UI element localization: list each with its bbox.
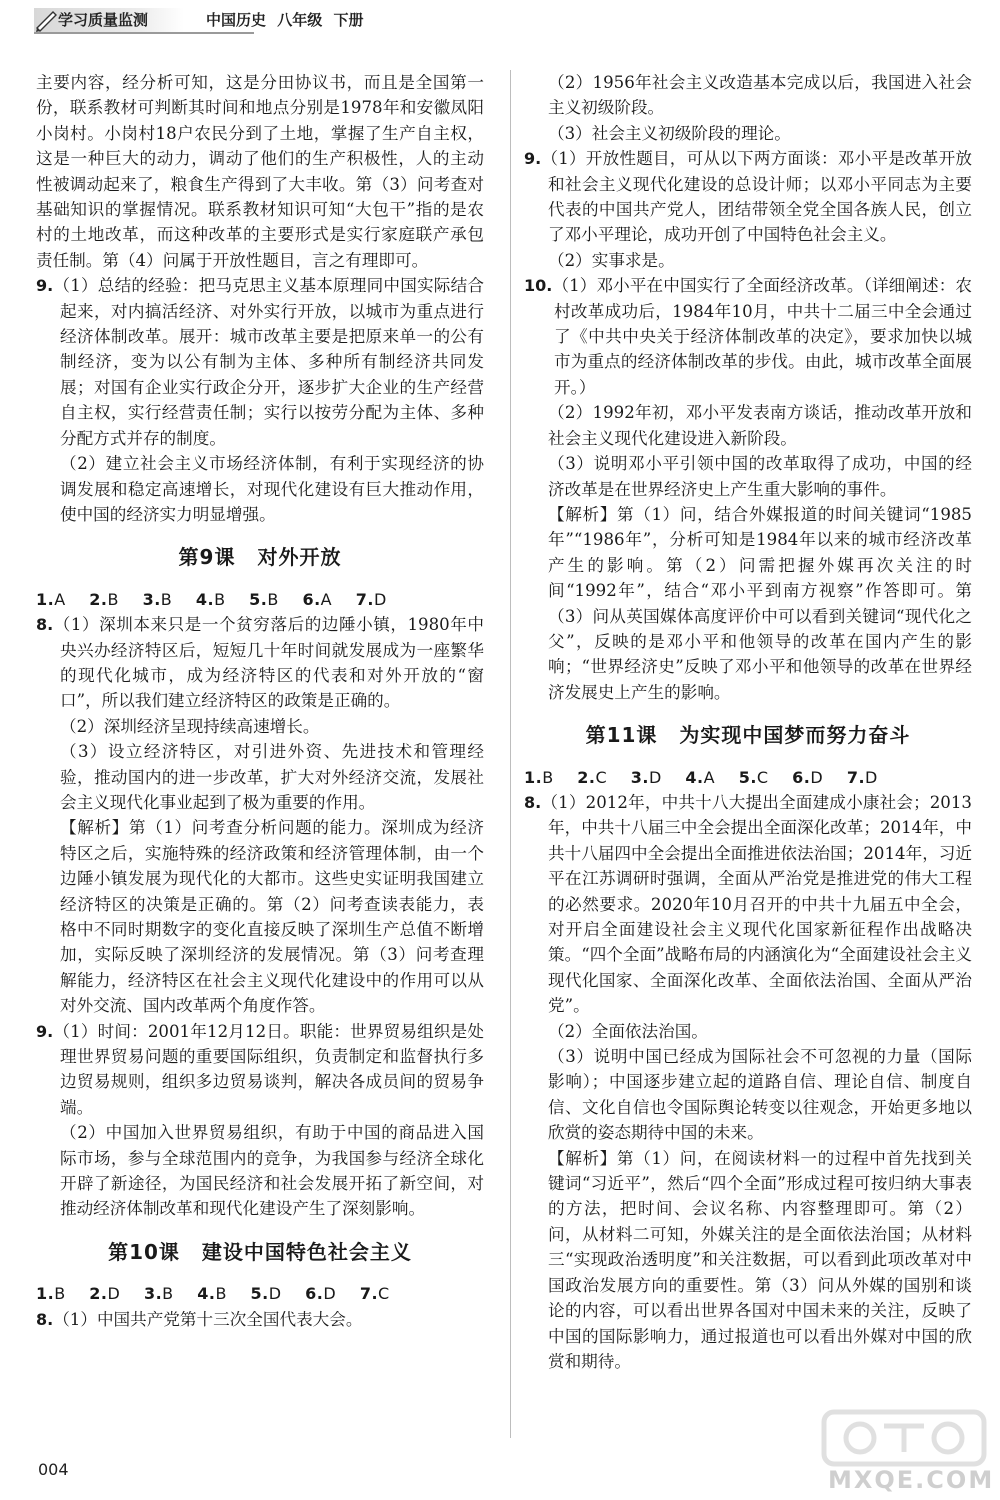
choice-answer: 4.B [197,1284,227,1304]
column-divider [510,70,511,1438]
answer-part: （2）建立社会主义市场经济体制，有利于实现经济的协调发展和稳定高速增长，对现代化建设有巨大推动作用，使中国的经济实力明显增强。 [60,454,484,524]
series-title: 学习质量监测 [58,11,149,29]
answer-part: （3）说明邓小平引领中国的改革取得了成功，中国的经济改革是在世界经济史上产生重大影响的事件。 [548,454,972,499]
analysis-text: 【解析】第（1）问，在阅读材料一的过程中首先找到关键词“习近平”，然后“四个全面”形成过程可按归纳大事表的方法，把时间、会议名称、内容整理即可。第（2）问，从材料二可知，外媒关注的是全面依法治国；从材料三“实现政治透明度”和关注数据，可以看到此项改革对中国政治发展方向的重要性。第（3）问从外媒的国别和谈论的内容，可以看出世界各国对中国未来的关注，反映了中国的国际影响力，通过报道也可以看出外媒对中国的欣赏和期待。 [548,1148,972,1371]
choice-answer: 7.D [846,767,878,787]
choice-answer: 4.B [195,589,226,609]
question-number: 9. [36,276,54,296]
choice-answer: 1.A [36,589,66,609]
question-number: 8. [36,1309,54,1329]
answer-part: （3）社会主义初级阶段的理论。 [548,123,791,143]
question-number: 8. [36,615,54,635]
choice-answer: 6.D [305,1284,337,1304]
question-8 [524,790,972,1019]
question-9 [524,146,972,248]
choice-answer: 5.C [738,767,769,787]
answer-part: （3）设立经济特区，对引进外资、先进技术和管理经验，推动国内的进一步改革，扩大对外经济交流，发展社会主义现代化事业起到了极为重要的作用。 [60,742,484,812]
answer-part: （2）全面依法治国。 [548,1021,708,1041]
choice-answers [36,587,484,612]
answer-part: （2）深圳经济呈现持续高速增长。 [60,716,320,736]
choice-answer: 1.B [36,1284,66,1304]
question-8 [36,612,484,714]
answer-text: （1）时间：2001年12月12日。职能：世界贸易组织是处理世界贸易问题的重要国际组织，负责制定和监督执行多边贸易规则，组织多边贸易谈判，解决各成员间的贸易争端。 [53,1021,484,1117]
choice-answer: 3.B [143,1284,174,1304]
choice-answer: 6.A [302,589,333,609]
question-9 [36,1019,484,1121]
choice-answer: 6.D [792,767,824,787]
choice-answer: 2.B [89,589,119,609]
answer-text: （1）总结的经验：把马克思主义基本原理同中国实际结合起来，对内搞活经济、对外实行开放，以城市为重点进行经济体制改革。展开：城市改革主要是把原来单一的公有制经济，变为以公有制为主体、多种所有制经济共同发展；对国有企业实行政企分开，逐步扩大企业的生产经营自主权，实行经营责任制；实行以按劳分配为主体、多种分配方式并存的制度。 [53,276,484,448]
right-column [524,70,972,1374]
choice-answer: 4.A [685,767,716,787]
answer-part: （2）1992年初，邓小平发表南方谈话，推动改革开放和社会主义现代化建设进入新阶段。 [548,403,972,448]
lesson-number: 第9课 [178,545,236,570]
choice-answer: 7.D [355,589,387,609]
left-column [36,70,484,1332]
choice-answer: 2.C [577,767,608,787]
page-number: 004 [38,1460,69,1479]
choice-answer: 2.D [89,1284,121,1304]
continued-analysis: 主要内容，经分析可知，这是分田协议书，而且是全国第一份，联系教材可判断其时间和地点分别是1978年和安徽凤阳小岗村。小岗村18户农民分到了土地，掌握了生产自主权，这是一种巨大的动力，调动了他们的生产积极性，人的主动性被调动起来了，粮食生产得到了大丰收。第（3）问考查对基础知识的掌握情况。联系教材知识可知“大包干”指的是农村的土地改革，而这种改革的主要形式是实行家庭联产承包责任制。第（4）问属于开放性题目，言之有理即可。 [36,73,484,270]
answer-text: （1）深圳本来只是一个贫穷落后的边陲小镇，1980年中央兴办经济特区后，短短几十年时间就发展成为一座繁华的现代化城市，成为经济特区的代表和对外开放的“窗口”，所以我们建立经济特区的政策是正确的。 [53,615,484,711]
choice-answers [36,1281,484,1306]
answer-part: （2）实事求是。 [548,250,675,270]
choice-answer: 1.B [524,767,554,787]
answer-part: （2）1956年社会主义改造基本完成以后，我国进入社会主义初级阶段。 [548,73,972,118]
answer-text: （1）邓小平在中国实行了全面经济改革。（详细阐述：农村改革成功后，1984年10月，中共十二届三中全会通过了《中共中央关于经济体制改革的决定》，要求加快以城市为重点的经济体制改革的步伐。由此，城市改革全面展开。） [552,276,972,397]
choice-answer: 3.B [142,589,173,609]
choice-answer: 5.B [249,589,279,609]
subject-title: 中国历史 八年级 下册 [206,11,364,29]
lesson-number: 第10课 [108,1239,180,1264]
lesson-heading [36,545,484,570]
question-10 [524,273,972,400]
analysis-text: 【解析】第（1）问考查分析问题的能力。深圳成为经济特区之后，实施特殊的经济政策和经济管理体制，由一个边陲小镇发展为现代化的大都市。这些史实证明我国建立经济特区的决策是正确的。第（2）问考查读表能力，表格中不同时期数字的变化直接反映了深圳生产总值不断增加，实际反映了深圳经济的发展情况。第（3）问考查理解能力，经济特区在社会主义现代化建设中的作用可以从对外交流、国内改革两个角度作答。 [60,818,484,1016]
question-8 [36,1307,484,1332]
answer-part: （3）说明中国已经成为国际社会不可忽视的力量（国际影响）；中国逐步建立起的道路自信、理论自信、制度自信、文化自信也令国际舆论转变以往观念，开始更多地以欣赏的姿态期待中国的未来。 [548,1047,972,1143]
choice-answers [524,765,972,790]
choice-answer: 7.C [359,1284,390,1304]
question-number: 9. [36,1021,54,1041]
analysis-text: 【解析】第（1）问，结合外媒报道的时间关键词“1985年”“1986年”，分析可知是1984年以来的城市经济改革产生的影响。第（2）问需把握外媒再次关注的时间“1992年”，结合“邓小平到南方视察”作答即可。第（3）问从英国媒体高度评价中可以看到关键词“现代化之父”，反映的是邓小平和他领导的改革在国内产生的影响；“世界经济史”反映了邓小平和他领导的改革在世界经济发展史上产生的影响。 [548,504,972,702]
header-rule [34,32,254,34]
pen-icon [34,8,60,32]
question-number: 8. [524,792,542,812]
question-number: 10. [524,276,553,296]
answer-text: （1）中国共产党第十三次全国代表大会。 [53,1309,363,1329]
lesson-heading [36,1240,484,1265]
lesson-title: 为实现中国梦而努力奋斗 [679,723,911,748]
watermark-text: MXQE.COM [828,1466,995,1494]
choice-answer: 3.D [630,767,662,787]
lesson-number: 第11课 [585,723,658,748]
page-header [0,0,1000,42]
question-9 [36,273,484,451]
choice-answer: 5.D [250,1284,282,1304]
question-number: 9. [524,149,542,169]
answer-text: （1）开放性题目，可从以下两方面谈：邓小平是改革开放和社会主义现代化建设的总设计师；以邓小平同志为主要代表的中国共产党人，团结带领全党全国各族人民，创立了邓小平理论，成功开创了中国特色社会主义。 [541,149,972,245]
lesson-title: 对外开放 [257,545,342,570]
answer-part: （2）中国加入世界贸易组织，有助于中国的商品进入国际市场，参与全球范围内的竞争，为我国参与经济全球化开辟了新途径，为国民经济和社会发展开拓了新空间，对推动经济体制改革和现代化建设产生了深刻影响。 [60,1123,484,1219]
lesson-heading [524,723,972,748]
answer-text: （1）2012年，中共十八大提出全面建成小康社会；2013年，中共十八届三中全会提出全面深化改革；2014年，中共十八届四中全会提出全面推进依法治国；2014年，习近平在江苏调研时强调，全面从严治党是推进党的伟大工程的必然要求。2020年10月召开的中共十九届五中全会，对开启全面建设社会主义现代化国家新征程作出战略决策。“四个全面”战略布局的内涵演化为“全面建设社会主义现代化国家、全面深化改革、全面依法治国、全面从严治党”。 [541,792,972,1016]
lesson-title: 建设中国特色社会主义 [201,1239,412,1264]
